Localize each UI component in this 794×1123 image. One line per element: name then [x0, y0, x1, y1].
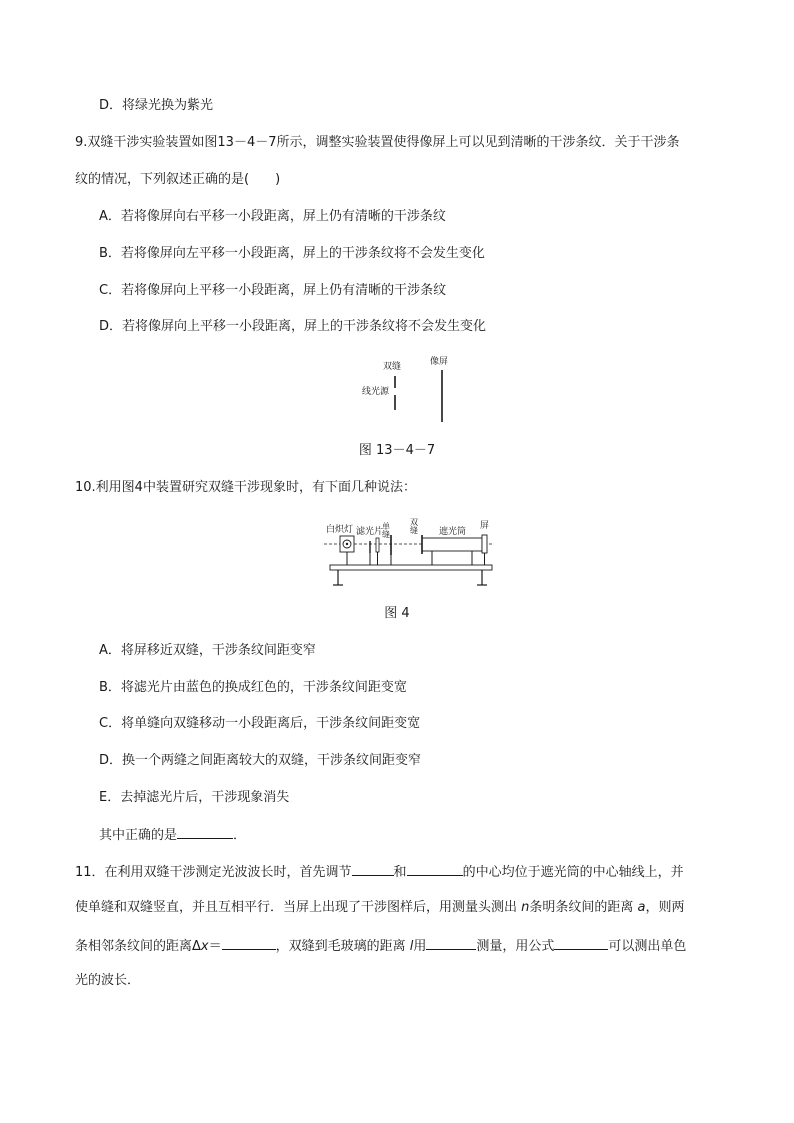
q11-text: 条相邻条纹间的距离Δ	[75, 939, 201, 954]
q10-answer-prompt: 其中正确的是	[99, 828, 178, 843]
q11-blank-2[interactable]	[407, 861, 463, 876]
q10-option-b: B．将滤光片由蓝色的换成红色的，干涉条纹间距变宽	[99, 680, 407, 695]
q9-option-c: C．若将像屏向上平移一小段距离，屏上仍有清晰的干涉条纹	[99, 283, 447, 298]
q8-option-d: D．将绿光换为紫光	[99, 98, 214, 113]
q11-text: 测量，用公式	[476, 939, 555, 954]
fig2-label-tube: 遮光筒	[439, 527, 467, 537]
q11-text: ，则两	[645, 900, 685, 915]
q10-answer-end: ．	[233, 828, 247, 843]
q10-option-a: A．将屏移近双缝，干涉条纹间距变窄	[99, 643, 316, 658]
fig2-screen	[482, 535, 487, 553]
fig2-light-tube	[422, 538, 482, 551]
q9-option-a: A．若将像屏向右平移一小段距离，屏上仍有清晰的干涉条纹	[99, 209, 446, 224]
q11-var-n: n	[521, 900, 530, 915]
q11-line1	[75, 861, 684, 883]
q11-blank-1[interactable]	[352, 861, 394, 876]
fig2-filter	[376, 538, 379, 552]
q11-text: 的中心均位于遮光筒的中心轴线上，并	[462, 865, 684, 880]
fig2-label-double-slit: 双缝	[409, 518, 419, 534]
q11-var-l: l	[409, 939, 414, 954]
q11-text: 可以测出单色	[608, 939, 687, 954]
q11-text: 使单缝和双缝竖直，并且互相平行．当屏上出现了干涉图样后，用测量头测出	[75, 900, 522, 915]
q10-option-c: C．将单缝向双缝移动一小段距离后，干涉条纹间距变宽	[99, 716, 421, 731]
q11-text: 用	[413, 939, 427, 954]
fig2-label-filter: 滤光片	[356, 527, 384, 537]
fig2-label-single-slit: 单缝	[381, 522, 391, 538]
fig2-label-lamp: 白炽灯	[326, 525, 354, 535]
q9-option-b: B．若将像屏向左平移一小段距离，屏上的干涉条纹将不会发生变化	[99, 246, 485, 261]
q11-line4: 光的波长．	[75, 973, 141, 988]
q9-stem-line2: 纹的情况，下列叙述正确的是( )	[75, 172, 281, 187]
q11-line3	[75, 935, 686, 957]
q9-option-d: D．若将像屏向上平移一小段距离，屏上的干涉条纹将不会发生变化	[99, 319, 487, 334]
fig2-lamp-filament	[346, 543, 348, 545]
fig2-rail	[330, 565, 492, 570]
q10-answer-blank[interactable]	[177, 824, 233, 839]
figure-4-apparatus	[322, 513, 500, 593]
q10-stem: 10.利用图4中装置研究双缝干涉现象时，有下面几种说法：	[75, 480, 416, 495]
q11-text: ＝	[208, 939, 222, 954]
q10-option-e: E．去掉滤光片后，干涉现象消失	[99, 790, 290, 805]
fig1-label-line-source: 线光源	[362, 387, 390, 397]
q11-text: 和	[393, 865, 407, 880]
q11-text: 11．在利用双缝干涉测定光波波长时，首先调节	[75, 865, 352, 880]
figure-13-4-7	[355, 350, 465, 428]
q9-stem-line1: 9.双缝干涉实验装置如图13－4－7所示，调整实验装置使得像屏上可以见到清晰的干涉条纹．关于干涉条	[75, 135, 680, 150]
q10-answer-line	[99, 824, 246, 846]
q11-var-x: x	[200, 939, 209, 954]
figure-13-4-7-caption: 图 13－4－7	[358, 443, 436, 458]
figure-4-caption: 图 4	[384, 606, 410, 621]
fig1-label-double-slit: 双缝	[383, 362, 402, 372]
q11-blank-4[interactable]	[426, 935, 476, 950]
q11-var-a: a	[637, 900, 646, 915]
q11-blank-3[interactable]	[222, 935, 276, 950]
q11-line2	[75, 898, 685, 918]
q10-option-d: D．换一个两缝之间距离较大的双缝，干涉条纹间距变窄	[99, 753, 422, 768]
q11-text: 条明条纹间的距离	[529, 900, 638, 915]
fig2-label-screen: 屏	[480, 521, 490, 531]
q11-text: ，双缝到毛玻璃的距离	[275, 939, 410, 954]
q11-blank-5[interactable]	[554, 935, 608, 950]
fig1-label-screen: 像屏	[430, 357, 449, 367]
